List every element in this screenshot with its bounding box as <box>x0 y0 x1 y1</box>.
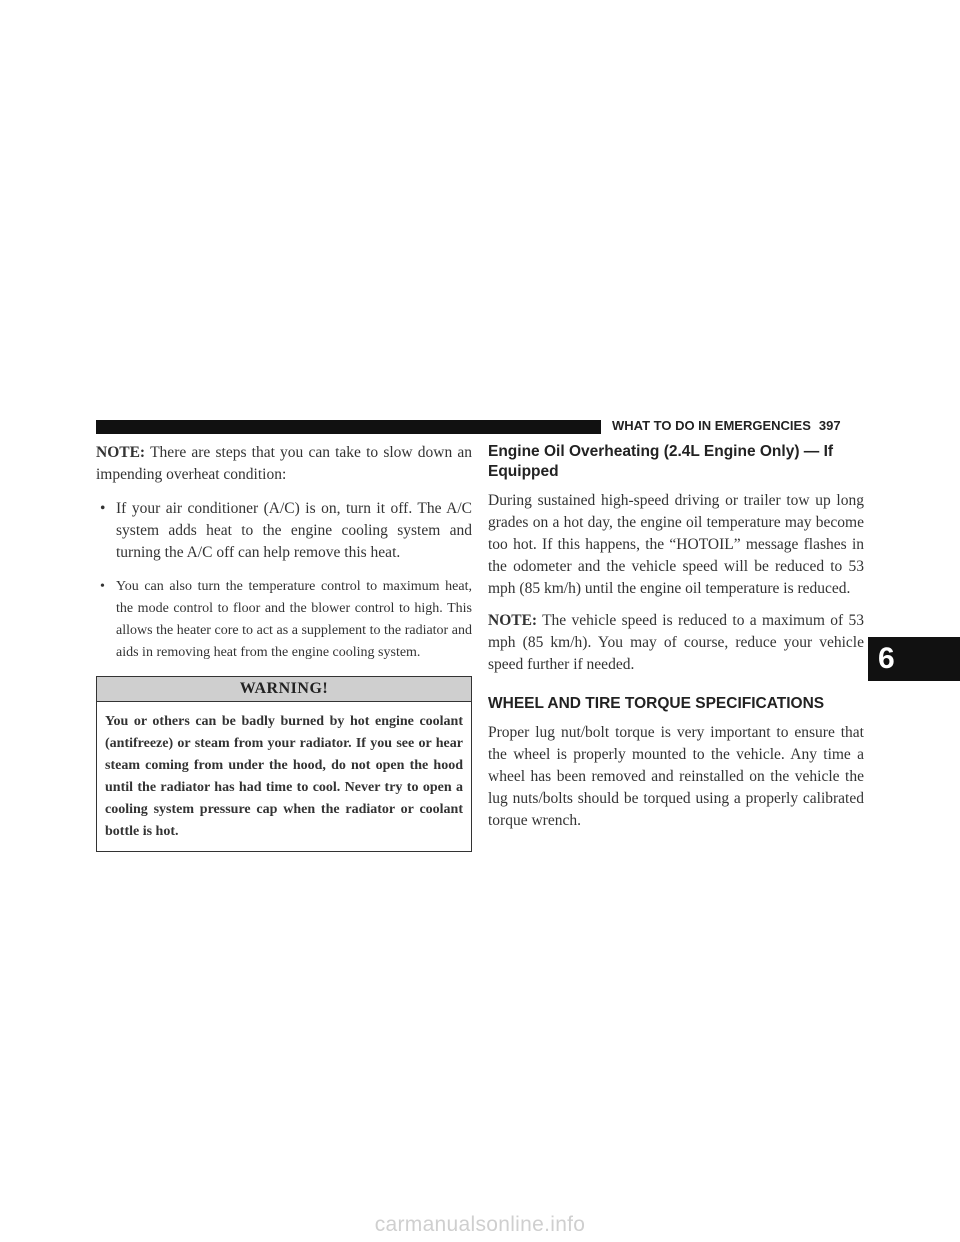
oil-overheating-paragraph: During sustained high-speed driving or trailer tow up long grades on a hot day, the engine oil temperature may become too hot. If this happens, the “HOTOIL” message flashes in the odometer and the vehicle speed will be reduced to 53 mph (85 km/h) until the engine oil temperature is reduced. <box>488 492 864 597</box>
note-paragraph <box>96 442 472 486</box>
bullet-list <box>96 498 472 664</box>
oil-overheating-heading: Engine Oil Overheating (2.4L Engine Only) — If Equipped <box>488 443 834 480</box>
bullet-icon: • <box>100 500 106 517</box>
page-number: 397 <box>818 418 841 433</box>
list-item <box>96 576 472 664</box>
note-text: The vehicle speed is reduced to a maximum of 53 mph (85 km/h). You may of course, reduce your vehicle speed further if needed. <box>488 612 864 673</box>
warning-box <box>96 676 472 852</box>
watermark: carmanualsonline.info <box>374 1213 586 1236</box>
right-column <box>488 442 864 832</box>
chapter-tab: 6 <box>868 637 960 681</box>
note-text: There are steps that you can take to slow down an impending overheat condition: <box>96 444 472 483</box>
speed-note-paragraph <box>488 610 864 676</box>
note-label: NOTE: <box>488 612 538 629</box>
note-label: NOTE: <box>96 444 146 461</box>
header-rule <box>96 420 601 434</box>
warning-text: You or others can be badly burned by hot engine coolant (antifreeze) or steam from your radiator. If you see or hear steam coming from under the hood, do not open the hood until the radiator has had time to cool. Never try to open a cooling system pressure cap when the radiator or coolant bottle is hot. <box>105 714 463 839</box>
torque-paragraph: Proper lug nut/bolt torque is very important to ensure that the wheel is properly mounted to the vehicle. Any time a wheel has been removed and reinstalled on the vehicle the lug nuts/bolts should be torqued using a properly calibrated torque wrench. <box>488 724 864 829</box>
warning-title: WARNING! <box>97 677 471 702</box>
list-item-text: You can also turn the temperature control to maximum heat, the mode control to floor and the blower control to high. This allows the heater core to act as a supplement to the radiator and aids in removing heat from the engine cooling system. <box>116 579 472 660</box>
bullet-icon: • <box>100 579 105 594</box>
section-title: WHAT TO DO IN EMERGENCIES <box>612 418 811 433</box>
left-column <box>96 442 472 852</box>
list-item <box>96 498 472 564</box>
list-item-text: If your air conditioner (A/C) is on, turn it off. The A/C system adds heat to the engine cooling system and turning the A/C off can help remove this heat. <box>116 500 472 561</box>
torque-specifications-heading: WHEEL AND TIRE TORQUE SPECIFICATIONS <box>488 695 825 712</box>
running-header <box>612 418 841 433</box>
